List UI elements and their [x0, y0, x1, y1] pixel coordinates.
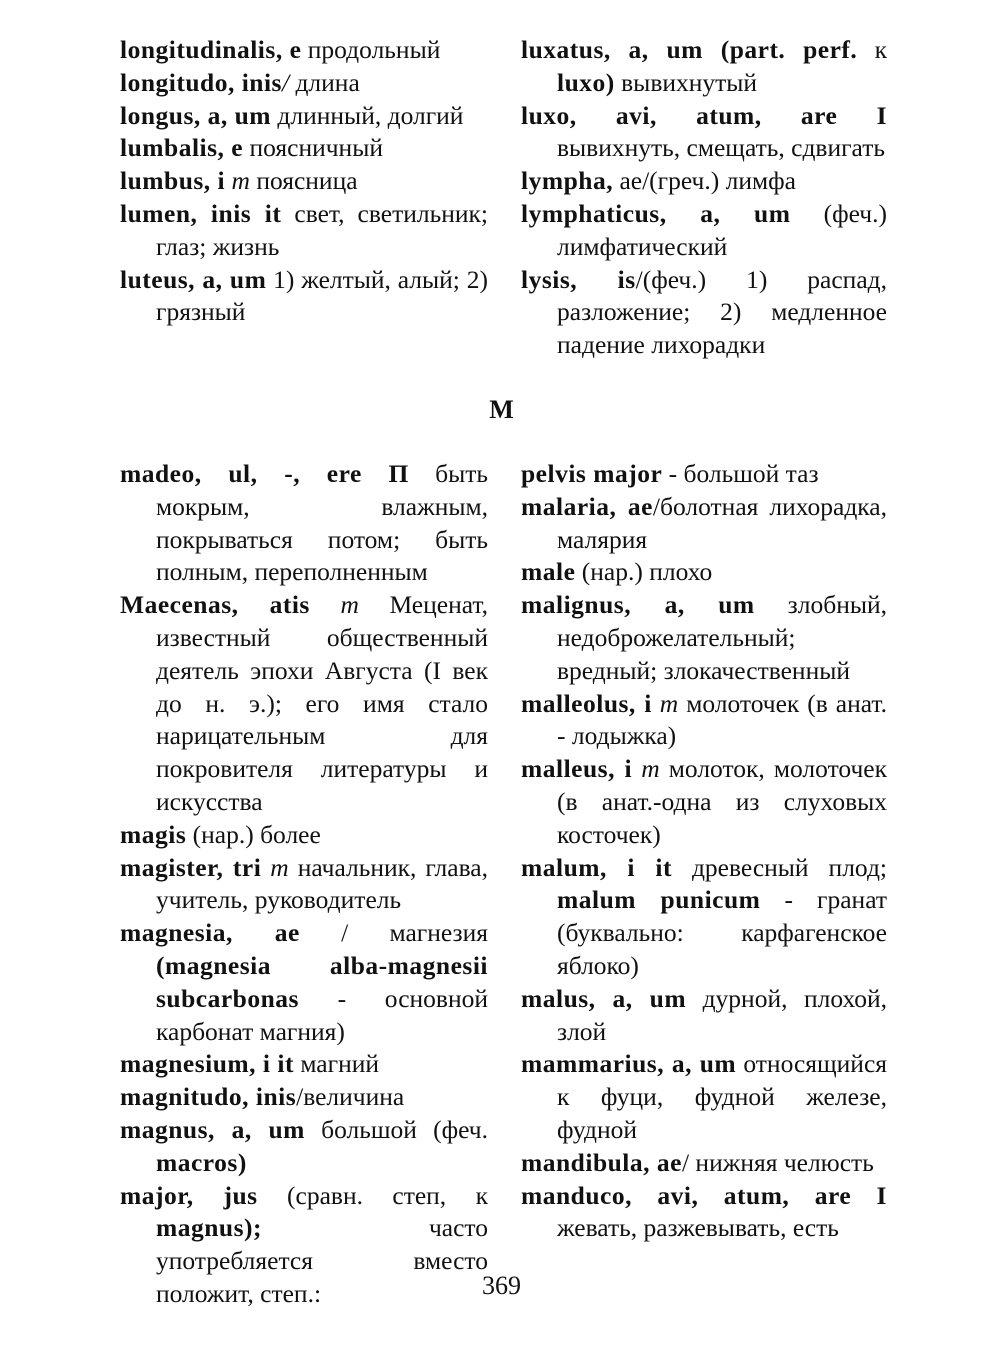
- dictionary-entry: [120, 198, 488, 264]
- dictionary-entry: [120, 1048, 488, 1081]
- dictionary-entry: [120, 165, 488, 198]
- headword: Maecenas, atis: [120, 590, 310, 620]
- definition-text-secondary: часто употребляется вместо положит, степ.:: [156, 1213, 488, 1308]
- top-left-column: [120, 34, 488, 329]
- dictionary-entry: [120, 917, 488, 1048]
- definition-text: 1) желтый, алый; 2) грязный: [156, 264, 488, 327]
- gender-marker: /: [281, 67, 290, 97]
- dictionary-entry: [521, 165, 887, 198]
- dictionary-entry: [120, 852, 488, 918]
- headword: longitudo, inis: [120, 67, 282, 97]
- dictionary-entry: [120, 264, 488, 330]
- definition-text: (нар.) более: [186, 819, 321, 849]
- definition-text: начальник, глава, учитель, руководитель: [156, 852, 488, 915]
- definition-text: к: [857, 35, 887, 64]
- definition-text-secondary: вывихнутый: [614, 67, 758, 97]
- definition-text: поясница: [249, 166, 358, 196]
- headword: magnesia, ae: [120, 918, 300, 948]
- headword: lumbalis, e: [120, 133, 244, 163]
- dictionary-entry: [120, 67, 488, 100]
- headword: malignus, a, um: [521, 590, 755, 620]
- definition-text: (феч.) лимфатический: [557, 198, 887, 261]
- bottom-right-column: [521, 458, 887, 1245]
- definition-text: - большой таз: [662, 459, 819, 488]
- headword-secondary: luxo): [557, 67, 615, 97]
- definition-text: / магнезия: [299, 918, 488, 948]
- dictionary-entry: [521, 198, 887, 264]
- definition-text-secondary: - основной карбонат магния): [156, 983, 488, 1046]
- headword: luxatus, a, um (part. perf.: [521, 35, 858, 64]
- dictionary-entry: [521, 491, 887, 557]
- page-number: 369: [482, 1271, 521, 1300]
- headword: magnesium, i it: [120, 1049, 294, 1079]
- headword: pelvis major: [521, 459, 663, 488]
- definition-text: /величина: [296, 1082, 405, 1112]
- dictionary-entry: [120, 1081, 488, 1114]
- definition-text: большой (феч.: [304, 1114, 488, 1144]
- headword: malleus, i: [521, 754, 633, 784]
- headword: longitudinalis, e: [120, 35, 302, 64]
- definition-text: магний: [293, 1049, 380, 1079]
- headword: magnus, a, um: [120, 1114, 305, 1144]
- dictionary-entry: [120, 34, 488, 67]
- headword: lymphaticus, a, um: [521, 198, 791, 228]
- headword: magis: [120, 819, 187, 849]
- dictionary-entry: [521, 1180, 887, 1246]
- dictionary-entry: [521, 983, 887, 1049]
- definition-text: ae/(греч.) лимфа: [613, 166, 796, 196]
- dictionary-entry: [521, 852, 887, 983]
- headword: malum, i it: [521, 852, 672, 882]
- headword: magister, tri: [120, 852, 262, 882]
- dictionary-entry: [120, 100, 488, 133]
- gender-marker: m: [225, 166, 250, 196]
- definition-text: жевать, разжевывать, есть: [557, 1213, 839, 1243]
- gender-marker: m: [261, 852, 289, 882]
- headword: manduco, avi, atum, are I: [521, 1180, 887, 1210]
- letter-heading: M: [489, 395, 514, 424]
- dictionary-entry: [120, 589, 488, 819]
- headword: mammarius, a, um: [521, 1049, 737, 1079]
- gender-marker: m: [309, 590, 359, 620]
- dictionary-entry: [521, 264, 887, 362]
- dictionary-entry: [521, 753, 887, 851]
- headword: luxo, avi, atum, are I: [521, 100, 887, 130]
- definition-text: / нижняя челюсть: [681, 1147, 874, 1177]
- definition-text-secondary: - гранат (буквально: карфагенское яблоко): [557, 885, 888, 980]
- top-right-column: [521, 34, 887, 362]
- dictionary-entry: [521, 1147, 887, 1180]
- headword-secondary: macros): [156, 1147, 247, 1177]
- headword: madeo, ul, -, ere П: [120, 459, 409, 488]
- dictionary-entry: [120, 819, 488, 852]
- headword: lumbus, i: [120, 166, 226, 196]
- gender-marker: m: [632, 754, 660, 784]
- dictionary-entry: [120, 458, 488, 589]
- definition-text: /болотная лихорадка, малярия: [557, 491, 887, 554]
- definition-text: Меценат, известный общественный деятель эпохи Августа (I век до н. э.); его имя стало нарицательным для покровителя литературы и искусства: [156, 590, 488, 816]
- definition-text: дурной, плохой, злой: [557, 983, 887, 1046]
- dictionary-entry: [521, 556, 887, 589]
- headword: major, jus: [120, 1180, 258, 1210]
- definition-text: молоток, молоточек (в анат.-одна из слуховых косточек): [557, 754, 887, 849]
- headword: lysis, is: [521, 264, 636, 294]
- definition-text: поясничный: [243, 133, 383, 163]
- headword: malaria, ae: [521, 491, 653, 521]
- gender-marker: m: [651, 688, 679, 718]
- definition-text: древесный плод;: [671, 852, 887, 882]
- dictionary-entry: [521, 589, 887, 687]
- definition-text: вывихнуть, смещать, сдвигать: [557, 133, 885, 163]
- dictionary-entry: [521, 34, 887, 100]
- bottom-left-column: [120, 458, 488, 1311]
- headword: magnitudo, inis: [120, 1082, 297, 1112]
- headword: lympha,: [521, 166, 614, 196]
- headword-secondary: malum punicum: [557, 885, 761, 915]
- headword: longus, a, um: [120, 100, 272, 130]
- definition-text: продольный: [301, 35, 441, 64]
- headword: luteus, a, um: [120, 264, 267, 294]
- dictionary-entry: [521, 1048, 887, 1146]
- dictionary-entry: [120, 1114, 488, 1180]
- definition-text: (нар.) плохо: [575, 557, 713, 587]
- definition-text: длина: [289, 67, 360, 97]
- definition-text: /(феч.) 1) распад, разложение; 2) медленное падение лихорадки: [557, 264, 887, 360]
- headword: lumen, inis it: [120, 198, 282, 228]
- definition-text: длинный, долгий: [271, 100, 464, 130]
- definition-text: относящийся к фуци, фудной железе, фудной: [557, 1049, 887, 1144]
- dictionary-entry: [120, 132, 488, 165]
- definition-text: молоточек (в анат. - лодыжка): [557, 688, 887, 751]
- headword: malleolus, i: [521, 688, 652, 718]
- headword-secondary: magnus);: [156, 1213, 263, 1243]
- headword-secondary: (magnesia alba-magnesii subcarbonas: [156, 950, 488, 1013]
- headword: malus, a, um: [521, 983, 687, 1013]
- dictionary-entry: [521, 100, 887, 166]
- definition-text: быть мокрым, влажным, покрываться потом; быть полным, переполненным: [156, 459, 488, 587]
- definition-text: (сравн. степ, к: [257, 1180, 488, 1210]
- dictionary-entry: [521, 688, 887, 754]
- headword: mandibula, ae: [521, 1147, 682, 1177]
- dictionary-entry: [521, 458, 887, 491]
- definition-text: злобный, недоброжелательный; вредный; злокачественный: [557, 590, 887, 685]
- definition-text: свет, светильник; глаз; жизнь: [156, 198, 488, 261]
- headword: male: [521, 557, 576, 587]
